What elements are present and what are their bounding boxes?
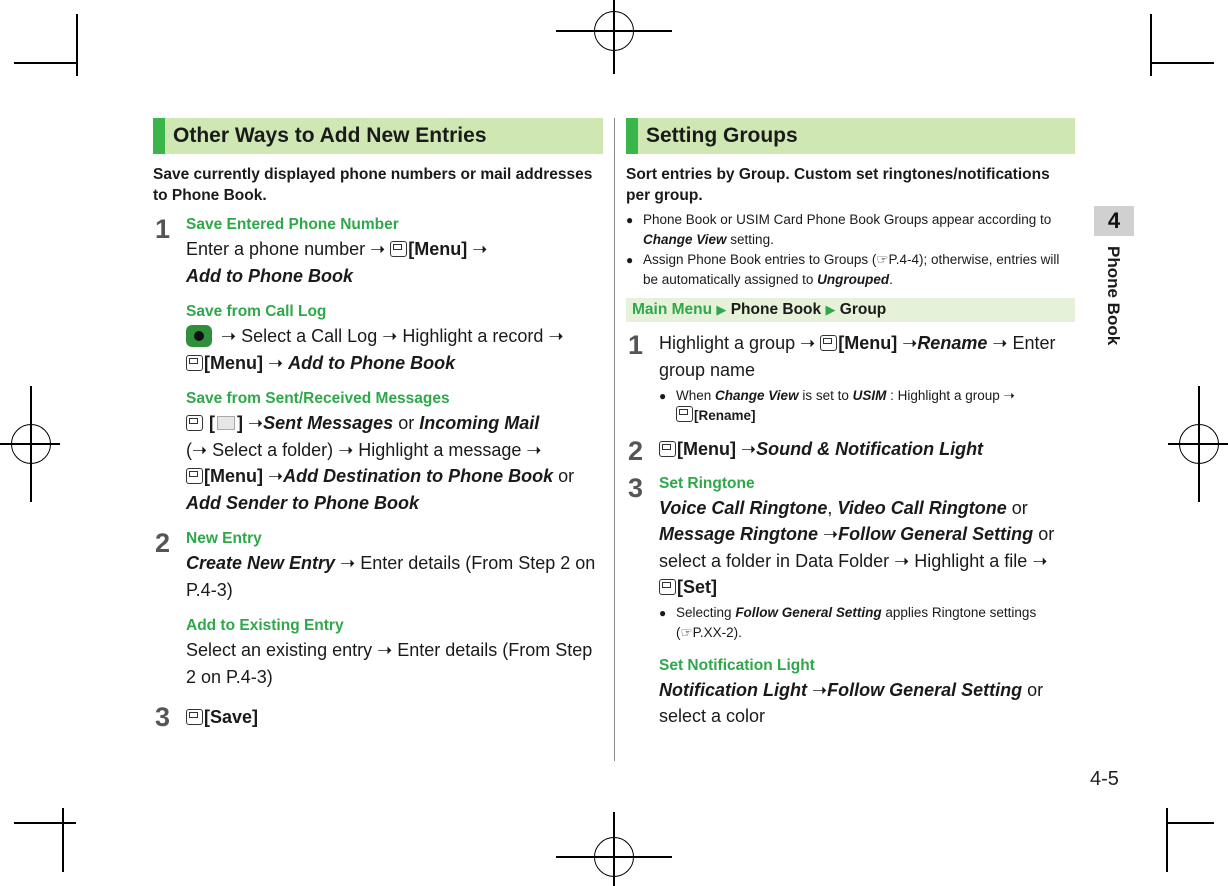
triangle-right-icon: ▶ [716, 302, 727, 317]
step-3: 3 [Save] [155, 702, 259, 732]
crop-mark [76, 14, 78, 76]
arrow-icon: ➝ [382, 326, 398, 346]
sub-heading: Save from Sent/Received Messages [186, 390, 450, 407]
sub-heading: Add to Existing Entry [186, 617, 344, 634]
right-column [626, 118, 1075, 742]
arrow-icon: ➝ [248, 413, 264, 433]
note-item: ● Assign Phone Book entries to Groups (☞P.4-4); otherwise, entries will be automatically assigned to Ungrouped. [626, 250, 1075, 290]
mail-key-icon [820, 335, 837, 351]
crop-mark [1150, 62, 1214, 64]
crop-mark [1166, 808, 1168, 872]
step-2: 2 [Menu] ➝Sound & Notification Light [628, 436, 984, 466]
mail-key-icon [659, 441, 676, 457]
mail-key-icon [390, 241, 407, 257]
mail-key-icon [186, 355, 203, 371]
arrow-icon: ➝ [377, 640, 393, 660]
chapter-label: Phone Book [1104, 246, 1123, 346]
left-column [153, 118, 603, 731]
arrow-icon: ➝ [800, 333, 816, 353]
arrow-icon: ➝ [338, 439, 354, 460]
pointing-hand-icon: ☞ [876, 252, 889, 267]
arrow-icon: ➝ [1032, 550, 1048, 571]
arrow-icon: ➝ [340, 553, 356, 573]
arrow-icon: ➝ [370, 239, 386, 259]
step-number: 2 [155, 528, 171, 558]
notes-list [659, 386, 1075, 426]
registration-circle [594, 11, 634, 51]
section-intro: Sort entries by Group. Custom set ringtones/notifications per group. [626, 166, 1050, 204]
registration-circle [11, 424, 51, 464]
step-number: 3 [155, 702, 171, 732]
arrow-icon: ➝ [823, 524, 839, 544]
mail-key-icon [186, 415, 203, 431]
section-title: Other Ways to Add New Entries [153, 118, 603, 154]
arrow-icon: ➝ [526, 439, 542, 460]
step-number: 1 [628, 330, 644, 360]
save-entered-block: Save Entered Phone Number Enter a phone number ➝ [Menu] ➝ Add to Phone Book [186, 214, 603, 289]
crop-mark [62, 808, 64, 872]
save-messages-block: Save from Sent/Received Messages [ ] ➝Sent Messages or Incoming Mail (➝ Select a folder) ➝ Highlight a message ➝ [Menu] ➝Add Destination to Phone Book or Add Sender to Phone Book [186, 388, 603, 516]
triangle-right-icon: ▶ [825, 302, 836, 317]
pointing-hand-icon: ☞ [680, 624, 693, 640]
sub-heading: New Entry [186, 530, 262, 547]
arrow-icon: ➝ [992, 333, 1008, 353]
menu-path: Main Menu ▶ Phone Book ▶ Group [626, 298, 1075, 322]
arrow-icon: ➝ [902, 333, 918, 353]
arrow-icon: ➝ [192, 439, 208, 460]
set-notification-light-block: Set Notification Light Notification Light ➝Follow General Setting or select a color [659, 655, 1075, 730]
note-item: ● When Change View is set to USIM : Highlight a group ➝ [Rename] [659, 386, 1075, 426]
mail-key-icon [186, 709, 203, 725]
crop-mark [14, 62, 76, 64]
step-1: 1 Highlight a group ➝ [Menu] ➝Rename ➝ Enter group name ● When Change View is set to USIM : Highlight a group ➝ [Rename] [626, 330, 1075, 426]
page-number: 4-5 [1090, 768, 1119, 790]
note-item: ● Selecting Follow General Setting applies Ringtone settings (☞P.XX-2). [659, 603, 1075, 643]
notes-list [659, 603, 1075, 643]
crop-mark [1166, 822, 1214, 824]
mail-key-icon [659, 579, 676, 595]
sub-heading: Set Ringtone [659, 474, 755, 492]
sub-heading: Save from Call Log [186, 303, 327, 320]
registration-circle [594, 837, 634, 877]
note-item: ● Phone Book or USIM Card Phone Book Groups appear according to Change View setting. [626, 210, 1075, 250]
column-divider [614, 118, 615, 761]
step-number: 1 [155, 214, 171, 244]
sub-heading: Save Entered Phone Number [186, 216, 399, 233]
arrow-icon: ➝ [472, 239, 488, 259]
arrow-icon: ➝ [741, 439, 757, 459]
arrow-icon: ➝ [548, 326, 564, 346]
arrow-icon: ➝ [221, 326, 237, 346]
arrow-icon: ➝ [268, 352, 284, 373]
set-ringtone-block: Set Ringtone Voice Call Ringtone, Video Call Ringtone or Message Ringtone ➝Follow General Setting or select a folder in Data Folder ➝ Highlight a file ➝ [Set] ● Selecting Follow General Setting applies Ringtone settings (☞P.XX-2). [659, 473, 1075, 643]
save-call-log-block: Save from Call Log ➝ Select a Call Log ➝ Highlight a record ➝ [Menu] ➝ Add to Phone Book [186, 301, 603, 376]
arrow-icon: ➝ [812, 679, 828, 700]
add-existing-block: Add to Existing Entry Select an existing entry ➝ Enter details (From Step 2 on P.4-3) [186, 615, 603, 690]
notes-list [626, 210, 1075, 290]
chapter-number: 4 [1107, 208, 1121, 233]
crop-mark [1150, 14, 1152, 76]
step-number: 2 [628, 436, 644, 466]
mail-key-icon [676, 406, 693, 422]
section-title: Setting Groups [626, 118, 1075, 154]
new-entry-block: New Entry Create New Entry ➝ Enter details (From Step 2 on P.4-3) [186, 528, 603, 603]
mail-icon [217, 416, 235, 430]
registration-circle [1179, 424, 1219, 464]
mail-key-icon [186, 468, 203, 484]
call-log-key-icon [186, 325, 212, 347]
arrow-icon: ➝ [1003, 388, 1015, 403]
step-3 [626, 473, 1075, 730]
step-1 [153, 214, 603, 516]
step-number: 3 [628, 472, 644, 503]
sub-heading: Set Notification Light [659, 656, 815, 674]
arrow-icon: ➝ [894, 550, 910, 571]
arrow-icon: ➝ [268, 466, 284, 486]
step-2 [153, 528, 603, 690]
section-intro: Save currently displayed phone numbers or mail addresses to Phone Book. [153, 166, 593, 204]
crop-mark [14, 822, 76, 824]
